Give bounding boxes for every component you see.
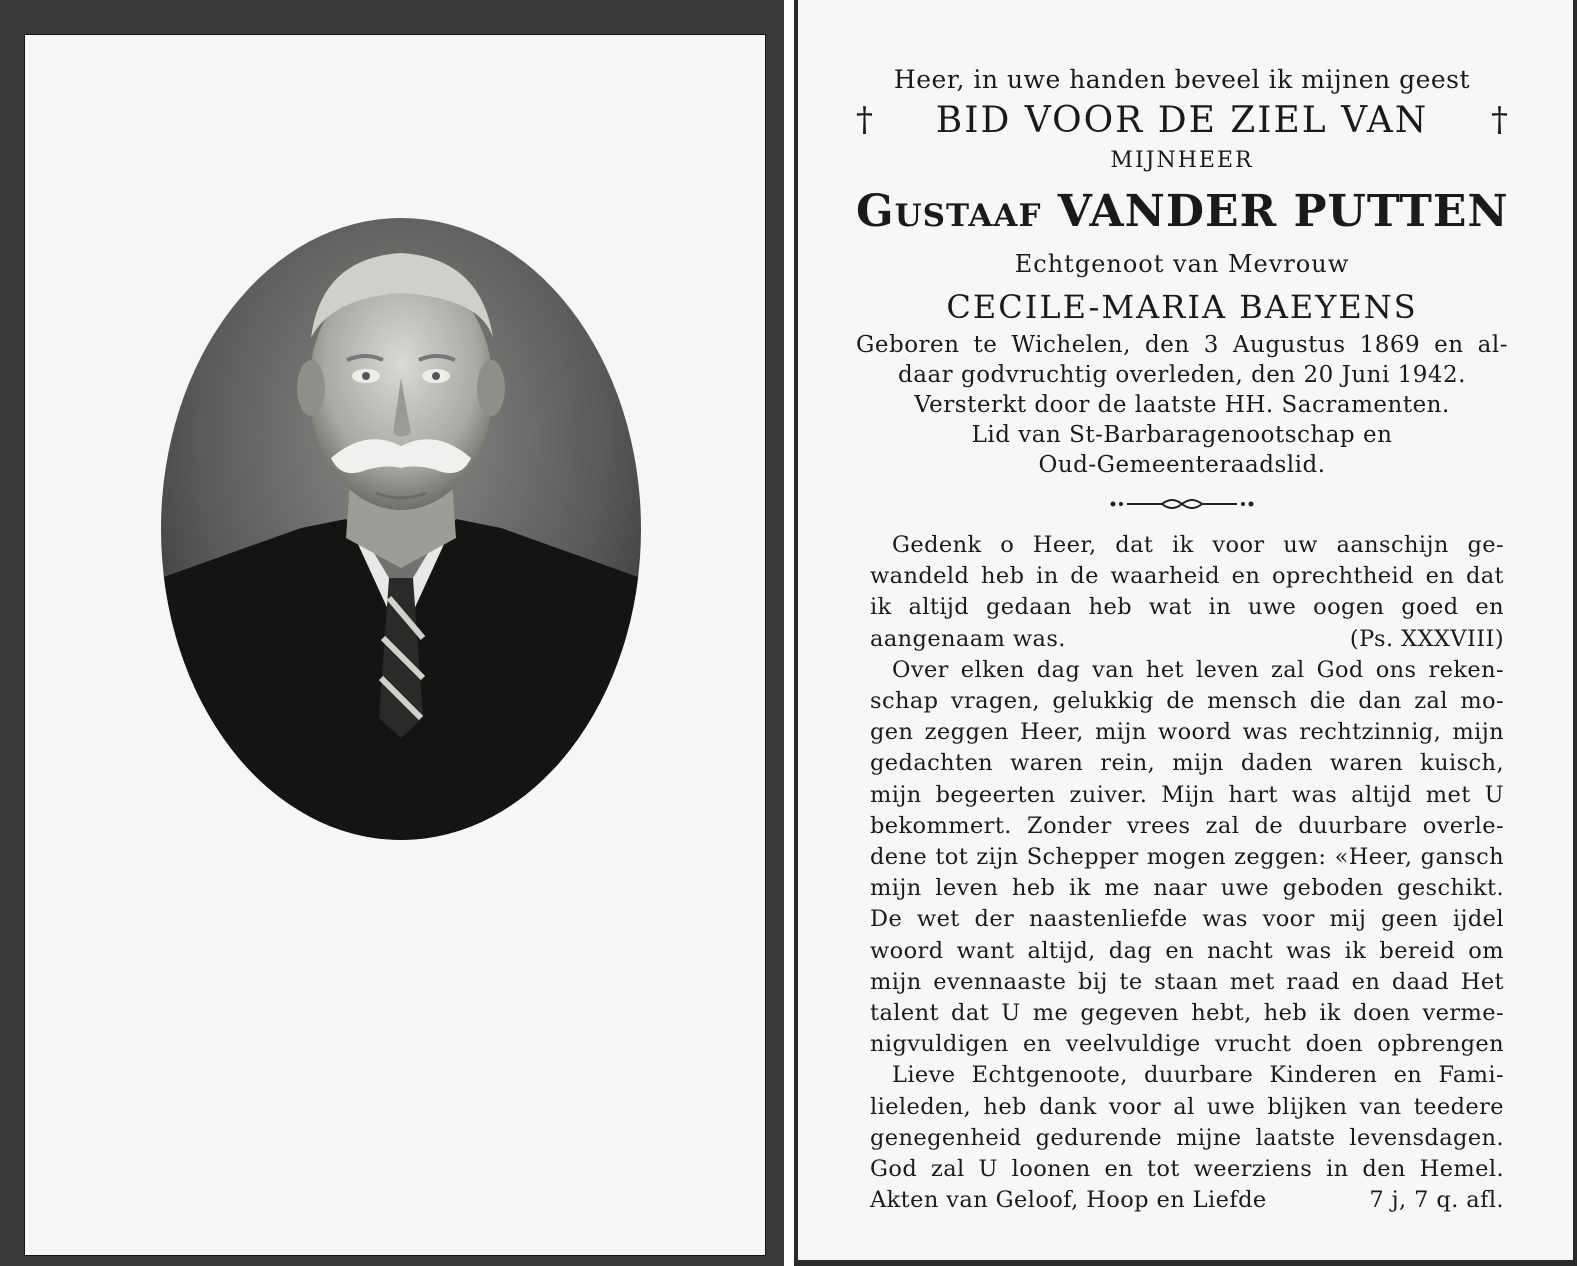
prose-line: Over elken dag van het leven zal God ons reken-	[892, 656, 1504, 683]
honorific: MIJNHEER	[1110, 148, 1254, 173]
bio-line: Geboren te Wichelen, den 3 Augustus 1869 en al-	[856, 332, 1508, 358]
prose-line: genegenheid gedurende mijne laatste levensdagen.	[870, 1124, 1504, 1151]
deceased-name: Gustaaf VANDER PUTTEN	[856, 186, 1509, 237]
prose-line: mijn leven heb ik me naar uwe geboden geschikt.	[870, 875, 1504, 902]
prose-line: lieleden, heb dank voor al uwe blijken van teedere	[870, 1093, 1504, 1120]
prayer-text	[870, 530, 1504, 1216]
cross-right-icon: †	[1491, 100, 1508, 140]
prose-line: talent dat U me gegeven hebt, heb ik doen verme-	[870, 1000, 1504, 1027]
prose-line: mijn begeerten zuiver. Mijn hart was altijd met U	[870, 781, 1504, 808]
prose-line: mijn evennaaste bij te staan met raad en daad Het	[870, 968, 1504, 995]
prose-line: gedachten waren rein, mijn daden waren kuisch,	[870, 750, 1504, 777]
indulgence-note: 7 j, 7 q. afl.	[1369, 1187, 1504, 1214]
prose-line: nigvuldigen en veelvuldige vrucht doen opbrengen	[870, 1031, 1504, 1058]
prose-line: Lieve Echtgenoote, duurbare Kinderen en Fami-	[892, 1062, 1504, 1089]
bio-line: Versterkt door de laatste HH. Sacramenten.	[914, 392, 1450, 418]
card-gap	[784, 0, 794, 1266]
prose-line: ik altijd gedaan heb wat in uwe oogen goed en	[870, 594, 1504, 621]
spouse-name: CECILE-MARIA BAEYENS	[946, 288, 1418, 326]
prose-line: woord want altijd, dag en nacht was ik bereid om	[870, 937, 1504, 964]
header-block	[856, 62, 1508, 520]
memorial-text-card	[794, 0, 1577, 1266]
psalm-line: aangenaam was.	[870, 625, 1066, 652]
portrait-card	[0, 0, 784, 1266]
bid-row	[856, 98, 1508, 142]
prose-line: bekommert. Zonder vrees zal de duurbare overle-	[870, 812, 1504, 839]
ornament-divider-icon	[1107, 494, 1257, 514]
bio-line: daar godvruchtig overleden, den 20 Juni 1942.	[898, 362, 1466, 388]
psalm-row	[870, 624, 1504, 655]
cross-left-icon: †	[856, 100, 873, 140]
psalm-reference: (Ps. XXXVIII)	[1349, 625, 1504, 652]
prose-line: Gedenk o Heer, dat ik voor uw aanschijn ge-	[892, 532, 1504, 558]
prose-line: dene tot zijn Schepper mogen zeggen: «Heer, gansch	[870, 844, 1504, 871]
prose-line: schap vragen, gelukkig de mensch die dan zal mo-	[870, 688, 1504, 715]
closing-row	[870, 1185, 1504, 1216]
bio-line: Oud-Gemeenteraadslid.	[1038, 452, 1326, 478]
prose-line: wandeld heb in de waarheid en oprechtheid en dat	[870, 563, 1504, 590]
motto: Heer, in uwe handen beveel ik mijnen geest	[893, 65, 1471, 94]
prose-line: De wet der naastenliefde was voor mij geen ijdel	[870, 906, 1504, 933]
spouse-intro: Echtgenoot van Mevrouw	[1014, 250, 1350, 278]
closing-acts: Akten van Geloof, Hoop en Liefde	[870, 1187, 1267, 1214]
prose-line: God zal U loonen en tot weerziens in den Hemel.	[870, 1156, 1504, 1183]
bio-line: Lid van St-Barbaragenootschap en	[971, 422, 1393, 448]
bid-heading: BID VOOR DE ZIEL VAN	[935, 99, 1429, 141]
prose-line: gen zeggen Heer, mijn woord was rechtzinnig, mijn	[870, 719, 1504, 746]
portrait-oval-image	[161, 218, 641, 840]
portrait-card-inner	[24, 34, 766, 1256]
memorial-text-inner	[798, 0, 1573, 1260]
portrait-photo	[161, 218, 641, 840]
